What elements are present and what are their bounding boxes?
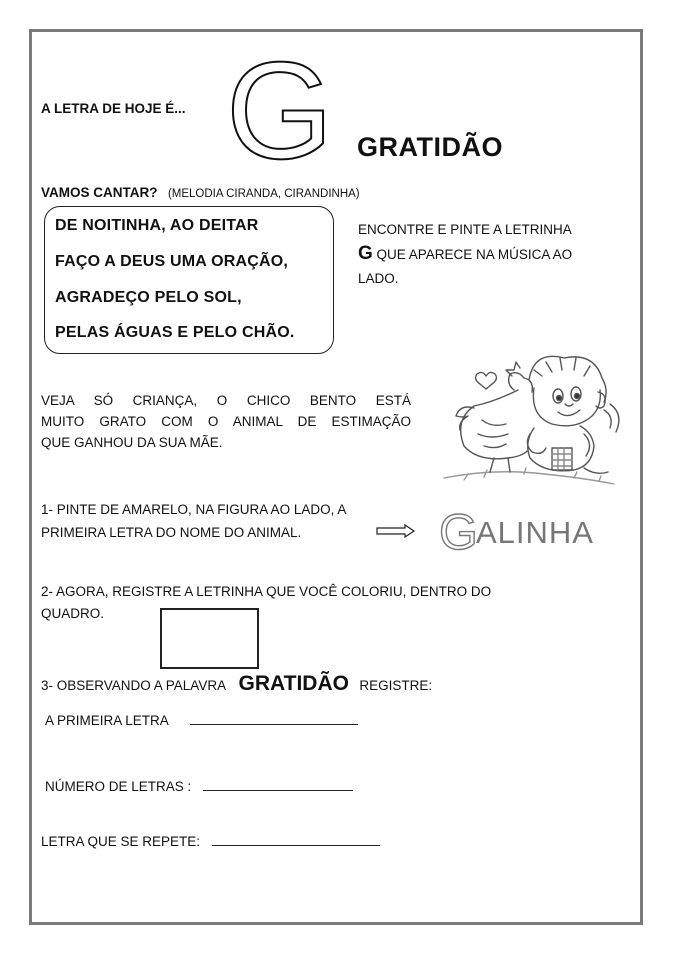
story-line1: VEJA SÓ CRIANÇA, O CHICO BENTO ESTÁ	[41, 393, 411, 408]
find-task	[358, 218, 628, 291]
q2-text	[41, 581, 491, 625]
first-letter-label: A PRIMEIRA LETRA	[45, 713, 169, 728]
q1-line2: PRIMEIRA LETRA DO NOME DO ANIMAL.	[41, 525, 302, 540]
letter-answer-box[interactable]	[160, 608, 259, 669]
q1-text	[41, 498, 346, 544]
q1-line1: 1- PINTE DE AMARELO, NA FIGURA AO LADO, A	[41, 502, 347, 517]
find-task-line2: QUE APARECE NA MÚSICA AO	[372, 247, 573, 262]
intro-text: A LETRA DE HOJE É...	[41, 101, 186, 116]
repeat-letter-label: LETRA QUE SE REPETE:	[41, 834, 201, 849]
arrow-right-icon	[376, 524, 416, 538]
big-letter-outline	[226, 54, 356, 164]
title-word: GRATIDÃO	[357, 132, 503, 162]
song-box	[44, 206, 334, 354]
repeat-letter-row	[41, 833, 380, 849]
letter-count-row	[45, 778, 353, 794]
melody-note: (MELODIA CIRANDA, CIRANDINHA)	[167, 188, 360, 200]
song-heading: VAMOS CANTAR?	[41, 185, 158, 200]
story-line2: MUITO GRATO COM O ANIMAL DE ESTIMAÇÃO	[41, 414, 411, 429]
song-line: PELAS ÁGUAS E PELO CHÃO.	[55, 324, 295, 341]
letter-count-label: NÚMERO DE LETRAS :	[45, 779, 192, 794]
big-letter-g: G	[226, 54, 334, 164]
animal-name	[438, 505, 614, 553]
q3-suffix: REGISTRE:	[359, 678, 433, 693]
q3-row	[41, 672, 432, 696]
animal-name-rest: ALINHA	[476, 515, 594, 550]
find-task-line1: ENCONTRE E PINTE A LETRINHA	[358, 222, 572, 237]
animal-first-letter: G	[439, 505, 478, 553]
story-text	[41, 390, 411, 453]
song-line: AGRADEÇO PELO SOL,	[55, 289, 242, 306]
story-line3: QUE GANHOU DA SUA MÃE.	[41, 435, 223, 450]
song-heading-row	[41, 184, 360, 202]
first-letter-row	[45, 712, 358, 728]
q3-prefix: 3- OBSERVANDO A PALAVRA	[41, 678, 227, 693]
q2-line2: QUADRO.	[41, 606, 105, 621]
repeat-letter-answer-line[interactable]	[212, 833, 380, 846]
find-task-letter: G	[358, 243, 373, 264]
q2-line1: 2- AGORA, REGISTRE A LETRINHA QUE VOCÊ COLORIU, DENTRO DO	[41, 584, 492, 599]
chico-bento-hen-illustration	[434, 350, 634, 498]
q3-word: GRATIDÃO	[238, 672, 349, 695]
find-task-line3: LADO.	[358, 271, 399, 286]
song-line: FAÇO A DEUS UMA ORAÇÃO,	[55, 253, 289, 270]
song-line: DE NOITINHA, AO DEITAR	[55, 217, 259, 234]
letter-count-answer-line[interactable]	[203, 778, 353, 791]
first-letter-answer-line[interactable]	[190, 712, 358, 725]
